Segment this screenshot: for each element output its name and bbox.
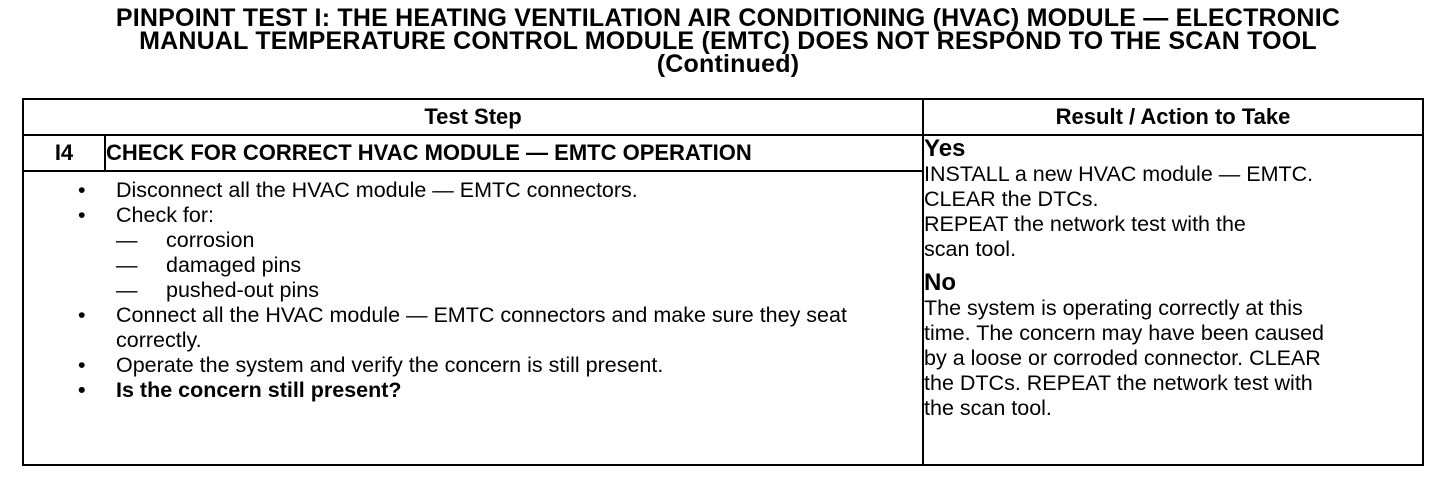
- step-number: I4: [23, 135, 105, 171]
- title-line-2: MANUAL TEMPERATURE CONTROL MODULE (EMTC) DOES NOT RESPOND TO THE SCAN TOOL: [139, 27, 1317, 55]
- sub-list-item: [116, 228, 922, 253]
- header-test-step: Test Step: [23, 99, 923, 135]
- pinpoint-test-table: [22, 98, 1424, 466]
- dash-icon: —: [116, 228, 138, 252]
- result-cell: [923, 135, 1423, 465]
- step-text: Operate the system and verify the concern is still present.: [116, 353, 664, 377]
- result-no-action: The system is operating correctly at this time. The concern may have been caused by a loose or corroded connector. CLEAR the DTCs. REPEAT the network test with the scan tool.: [924, 296, 1324, 420]
- step-text: Disconnect all the HVAC module — EMTC connectors.: [116, 178, 638, 202]
- list-item: [78, 203, 922, 228]
- result-yes-label: Yes: [924, 135, 966, 162]
- list-item: [78, 303, 922, 353]
- dash-icon: —: [116, 253, 138, 277]
- list-item: [78, 353, 922, 378]
- pinpoint-test-title: [0, 4, 1456, 78]
- sub-list-item: [116, 253, 922, 278]
- step-text: pushed-out pins: [166, 278, 319, 302]
- step-instructions-cell: [23, 171, 923, 465]
- list-item: [78, 178, 922, 203]
- bullet-icon: •: [78, 203, 86, 227]
- result-no: [924, 270, 1422, 421]
- header-result-action: Result / Action to Take: [923, 99, 1423, 135]
- step-text: Connect all the HVAC module — EMTC connectors and make sure they seat correctly.: [116, 303, 847, 352]
- bullet-icon: •: [78, 353, 86, 377]
- title-line-3: (Continued): [656, 50, 800, 78]
- table-header-row: [23, 99, 1423, 135]
- step-title: CHECK FOR CORRECT HVAC MODULE — EMTC OPERATION: [105, 135, 923, 171]
- step-instructions-list: [24, 178, 922, 403]
- sub-list-item: [116, 278, 922, 303]
- result-yes-action: INSTALL a new HVAC module — EMTC. CLEAR the DTCs. REPEAT the network test with the scan tool.: [924, 162, 1314, 261]
- step-text: Check for:: [116, 203, 214, 227]
- title-line-1: PINPOINT TEST I: THE HEATING VENTILATION AIR CONDITIONING (HVAC) MODULE — ELECTRONIC: [115, 4, 1341, 32]
- step-text: corrosion: [166, 228, 255, 252]
- bullet-icon: •: [78, 303, 86, 327]
- dash-icon: —: [116, 278, 138, 302]
- bullet-icon: •: [78, 178, 86, 202]
- list-item-question: [78, 378, 922, 403]
- step-text: damaged pins: [166, 253, 302, 277]
- bullet-icon: •: [78, 378, 86, 402]
- step-title-row: [23, 135, 1423, 171]
- step-question: Is the concern still present?: [116, 378, 402, 402]
- result-yes: [924, 136, 1422, 262]
- result-no-label: No: [924, 269, 957, 296]
